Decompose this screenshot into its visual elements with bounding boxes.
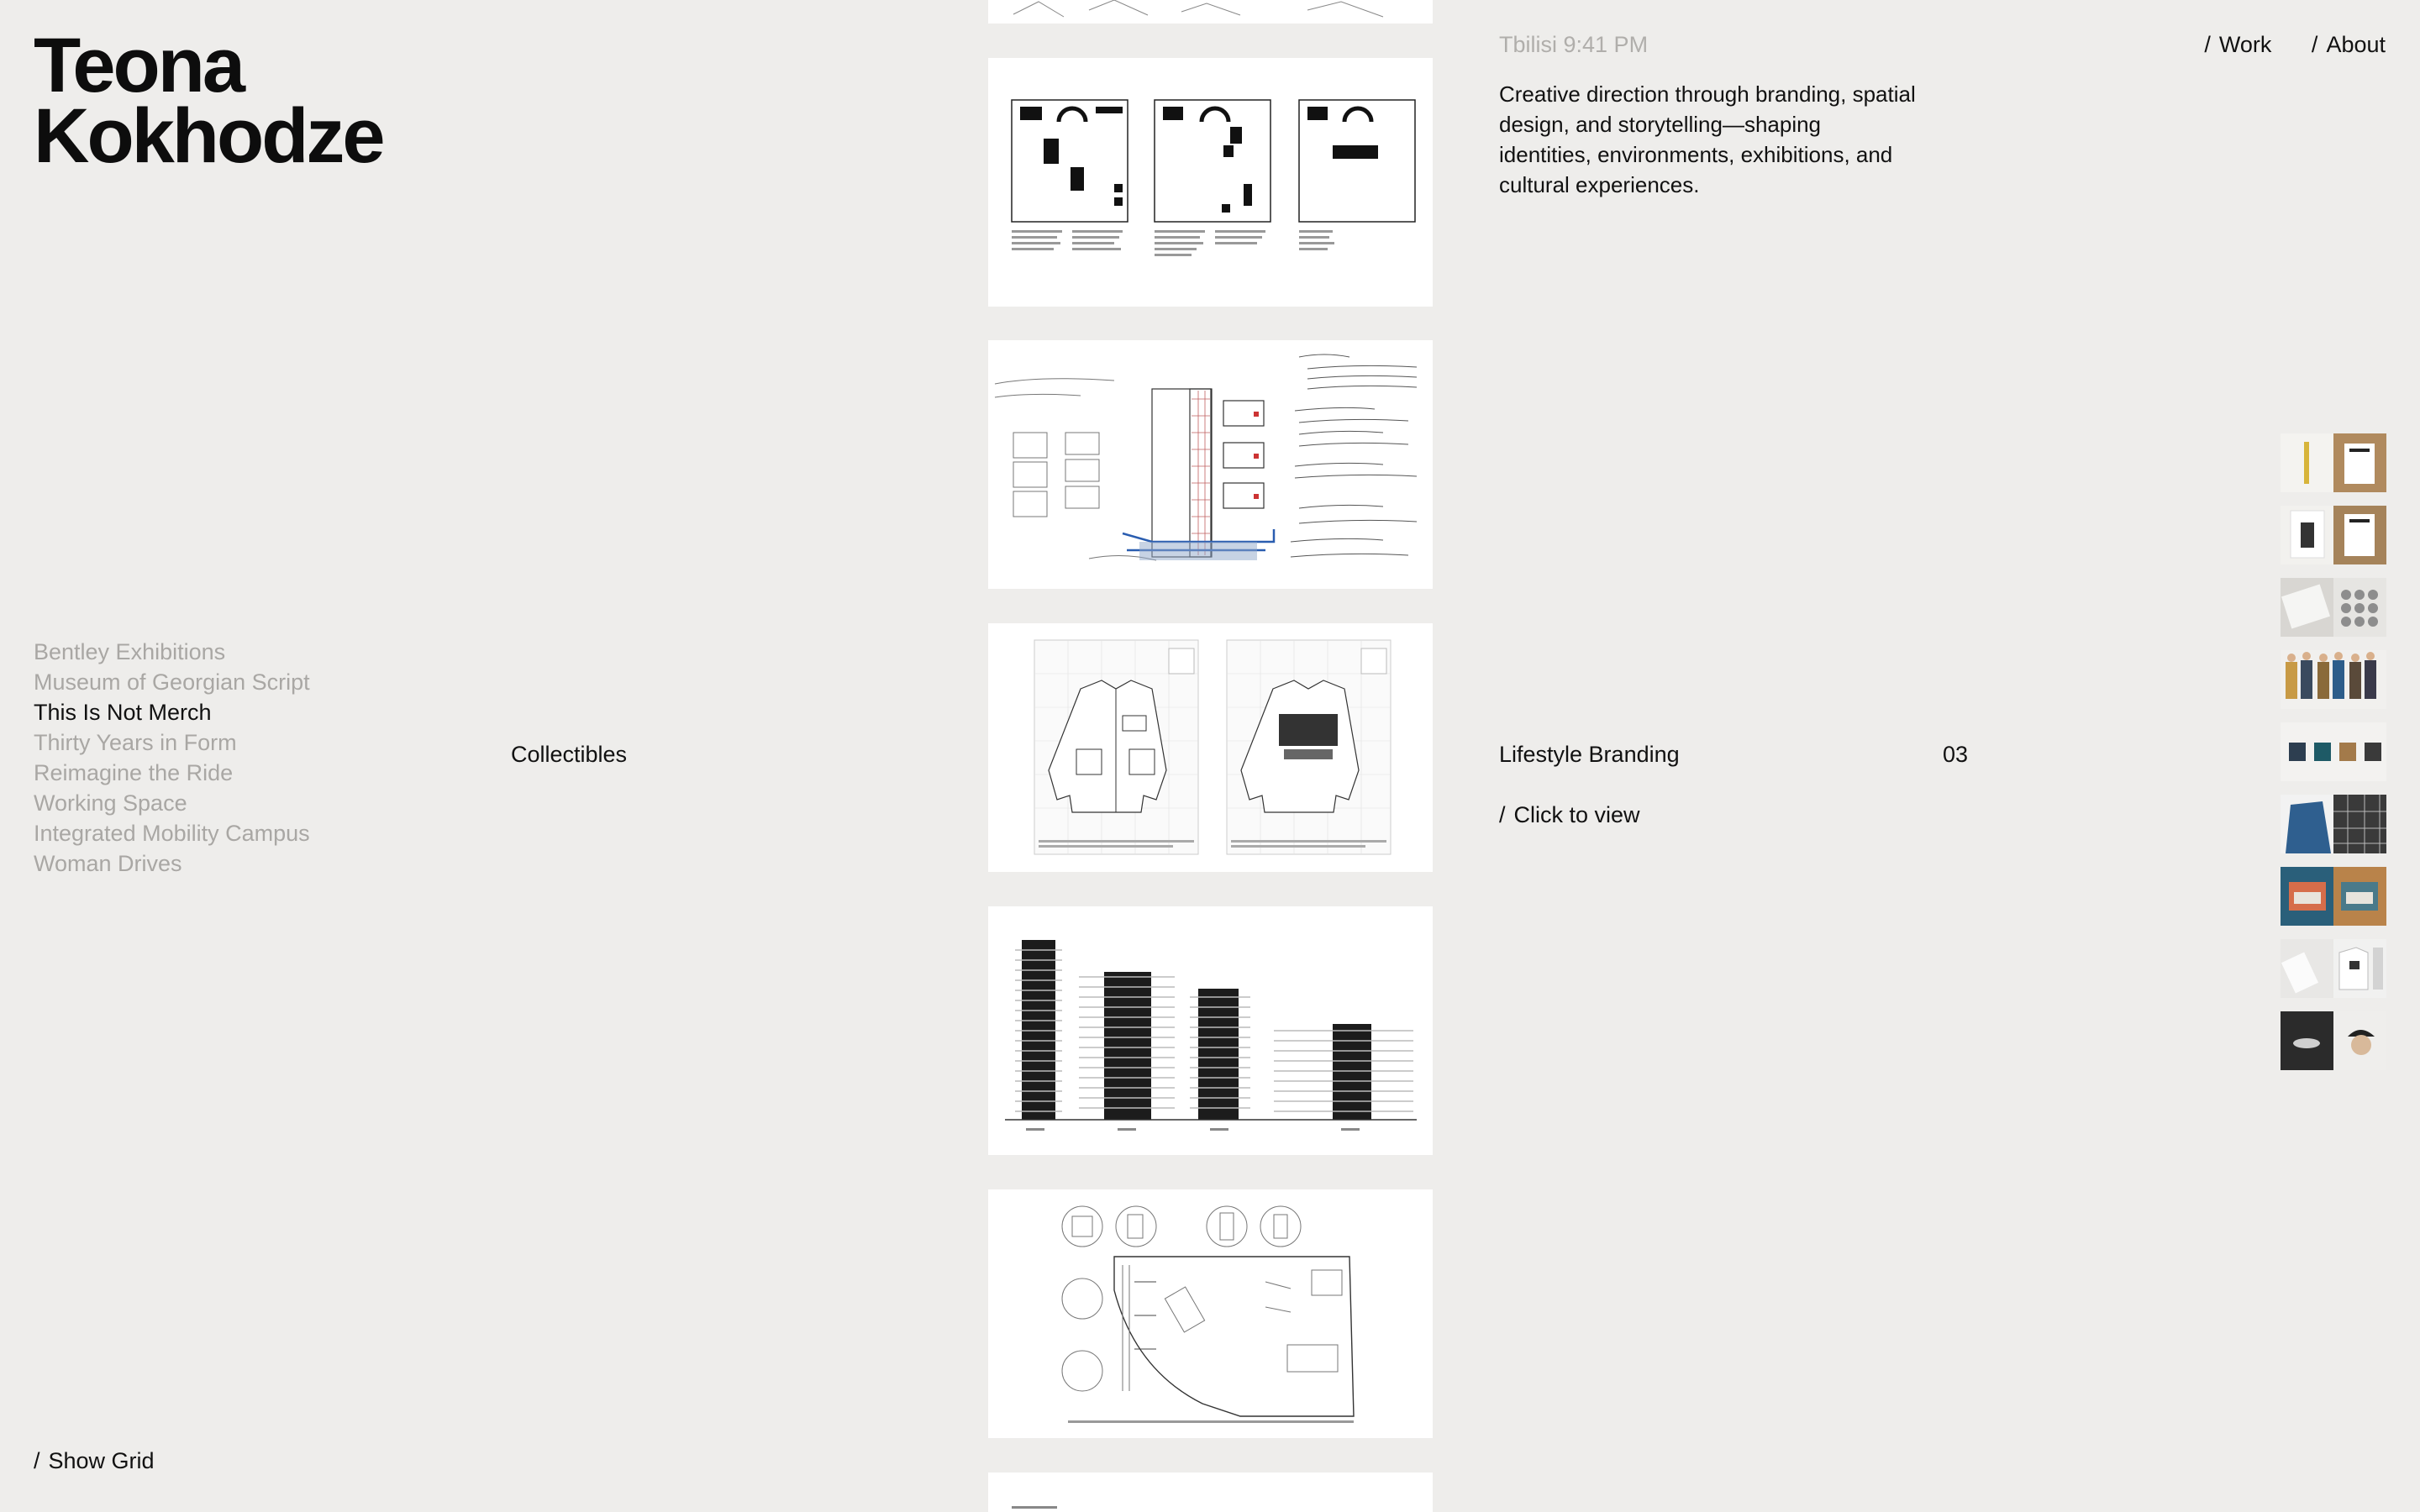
- slash-glyph: /: [1499, 802, 1506, 827]
- studio-description: Creative direction through branding, spatial design, and storytelling—shaping identities, environments, exhibitions, and cultural experiences.: [1499, 81, 1916, 197]
- click-to-view-link[interactable]: [1499, 802, 1640, 828]
- thumbnail-image: [2281, 939, 2386, 998]
- thumbnail[interactable]: [2281, 506, 2386, 564]
- nav-work-label: Work: [2218, 32, 2272, 57]
- site-logo[interactable]: [34, 23, 383, 179]
- project-item-this-is-not-merch[interactable]: This Is Not Merch: [34, 700, 212, 725]
- floor-plans-image[interactable]: [988, 58, 1433, 307]
- thumbnail[interactable]: [2281, 722, 2386, 781]
- slash-glyph: /: [34, 1448, 40, 1473]
- thumbnail-strip: [2281, 433, 2386, 1084]
- thumbnail[interactable]: [2281, 578, 2386, 637]
- show-grid-label: Show Grid: [48, 1448, 155, 1473]
- project-category: Collectibles: [511, 742, 628, 767]
- jacket-technical-drawing-image[interactable]: [988, 623, 1433, 872]
- project-item-integrated-mobility-campus[interactable]: Integrated Mobility Campus: [34, 821, 310, 846]
- nav-work-link[interactable]: [2204, 32, 2271, 57]
- gallery-column[interactable]: [988, 0, 1433, 1512]
- tower-elevations-image[interactable]: [988, 906, 1433, 1155]
- thumbnail[interactable]: [2281, 433, 2386, 492]
- logo-line-1: Teona: [34, 23, 244, 108]
- project-item-reimagine-the-ride[interactable]: Reimagine the Ride: [34, 760, 234, 785]
- project-item-thirty-years-in-form[interactable]: Thirty Years in Form: [34, 730, 237, 755]
- thumbnail-image: [2281, 867, 2386, 926]
- slash-glyph: /: [2311, 32, 2318, 57]
- thumbnail[interactable]: [2281, 867, 2386, 926]
- thumbnail-image: [2281, 650, 2386, 709]
- thumbnail-image: [2281, 1011, 2386, 1070]
- thumbnail-image: [2281, 795, 2386, 853]
- thumbnail[interactable]: [2281, 795, 2386, 853]
- logo-line-2: Kokhodze: [34, 93, 383, 179]
- thumbnail[interactable]: [2281, 650, 2386, 709]
- nav-about-link[interactable]: [2312, 32, 2386, 57]
- gallery-image-partial-bottom[interactable]: [988, 1473, 1433, 1512]
- local-time: Tbilisi 9:41 PM: [1499, 32, 1649, 57]
- thumbnail-image: [2281, 506, 2386, 564]
- project-item-working-space[interactable]: Working Space: [34, 790, 187, 816]
- thumbnail-image: [2281, 722, 2386, 781]
- gallery-image-partial-top[interactable]: [988, 0, 1433, 24]
- thumbnail[interactable]: [2281, 939, 2386, 998]
- show-grid-button[interactable]: [34, 1448, 155, 1474]
- project-item-bentley-exhibitions[interactable]: Bentley Exhibitions: [34, 639, 226, 664]
- project-item-museum-of-georgian-script[interactable]: Museum of Georgian Script: [34, 669, 310, 695]
- project-subtitle: Lifestyle Branding: [1499, 742, 1680, 767]
- wayfinding-sketch-image[interactable]: [988, 340, 1433, 589]
- slash-glyph: /: [2204, 32, 2211, 57]
- showroom-plan-image[interactable]: [988, 1189, 1433, 1438]
- thumbnail[interactable]: [2281, 1011, 2386, 1070]
- click-to-view-label: Click to view: [1513, 802, 1640, 827]
- thumbnail-image: [2281, 578, 2386, 637]
- project-index: 03: [1943, 742, 1969, 767]
- top-nav: [2170, 32, 2386, 58]
- nav-about-label: About: [2326, 32, 2386, 57]
- project-list: [34, 637, 310, 879]
- thumbnail-image: [2281, 433, 2386, 492]
- project-item-woman-drives[interactable]: Woman Drives: [34, 851, 182, 876]
